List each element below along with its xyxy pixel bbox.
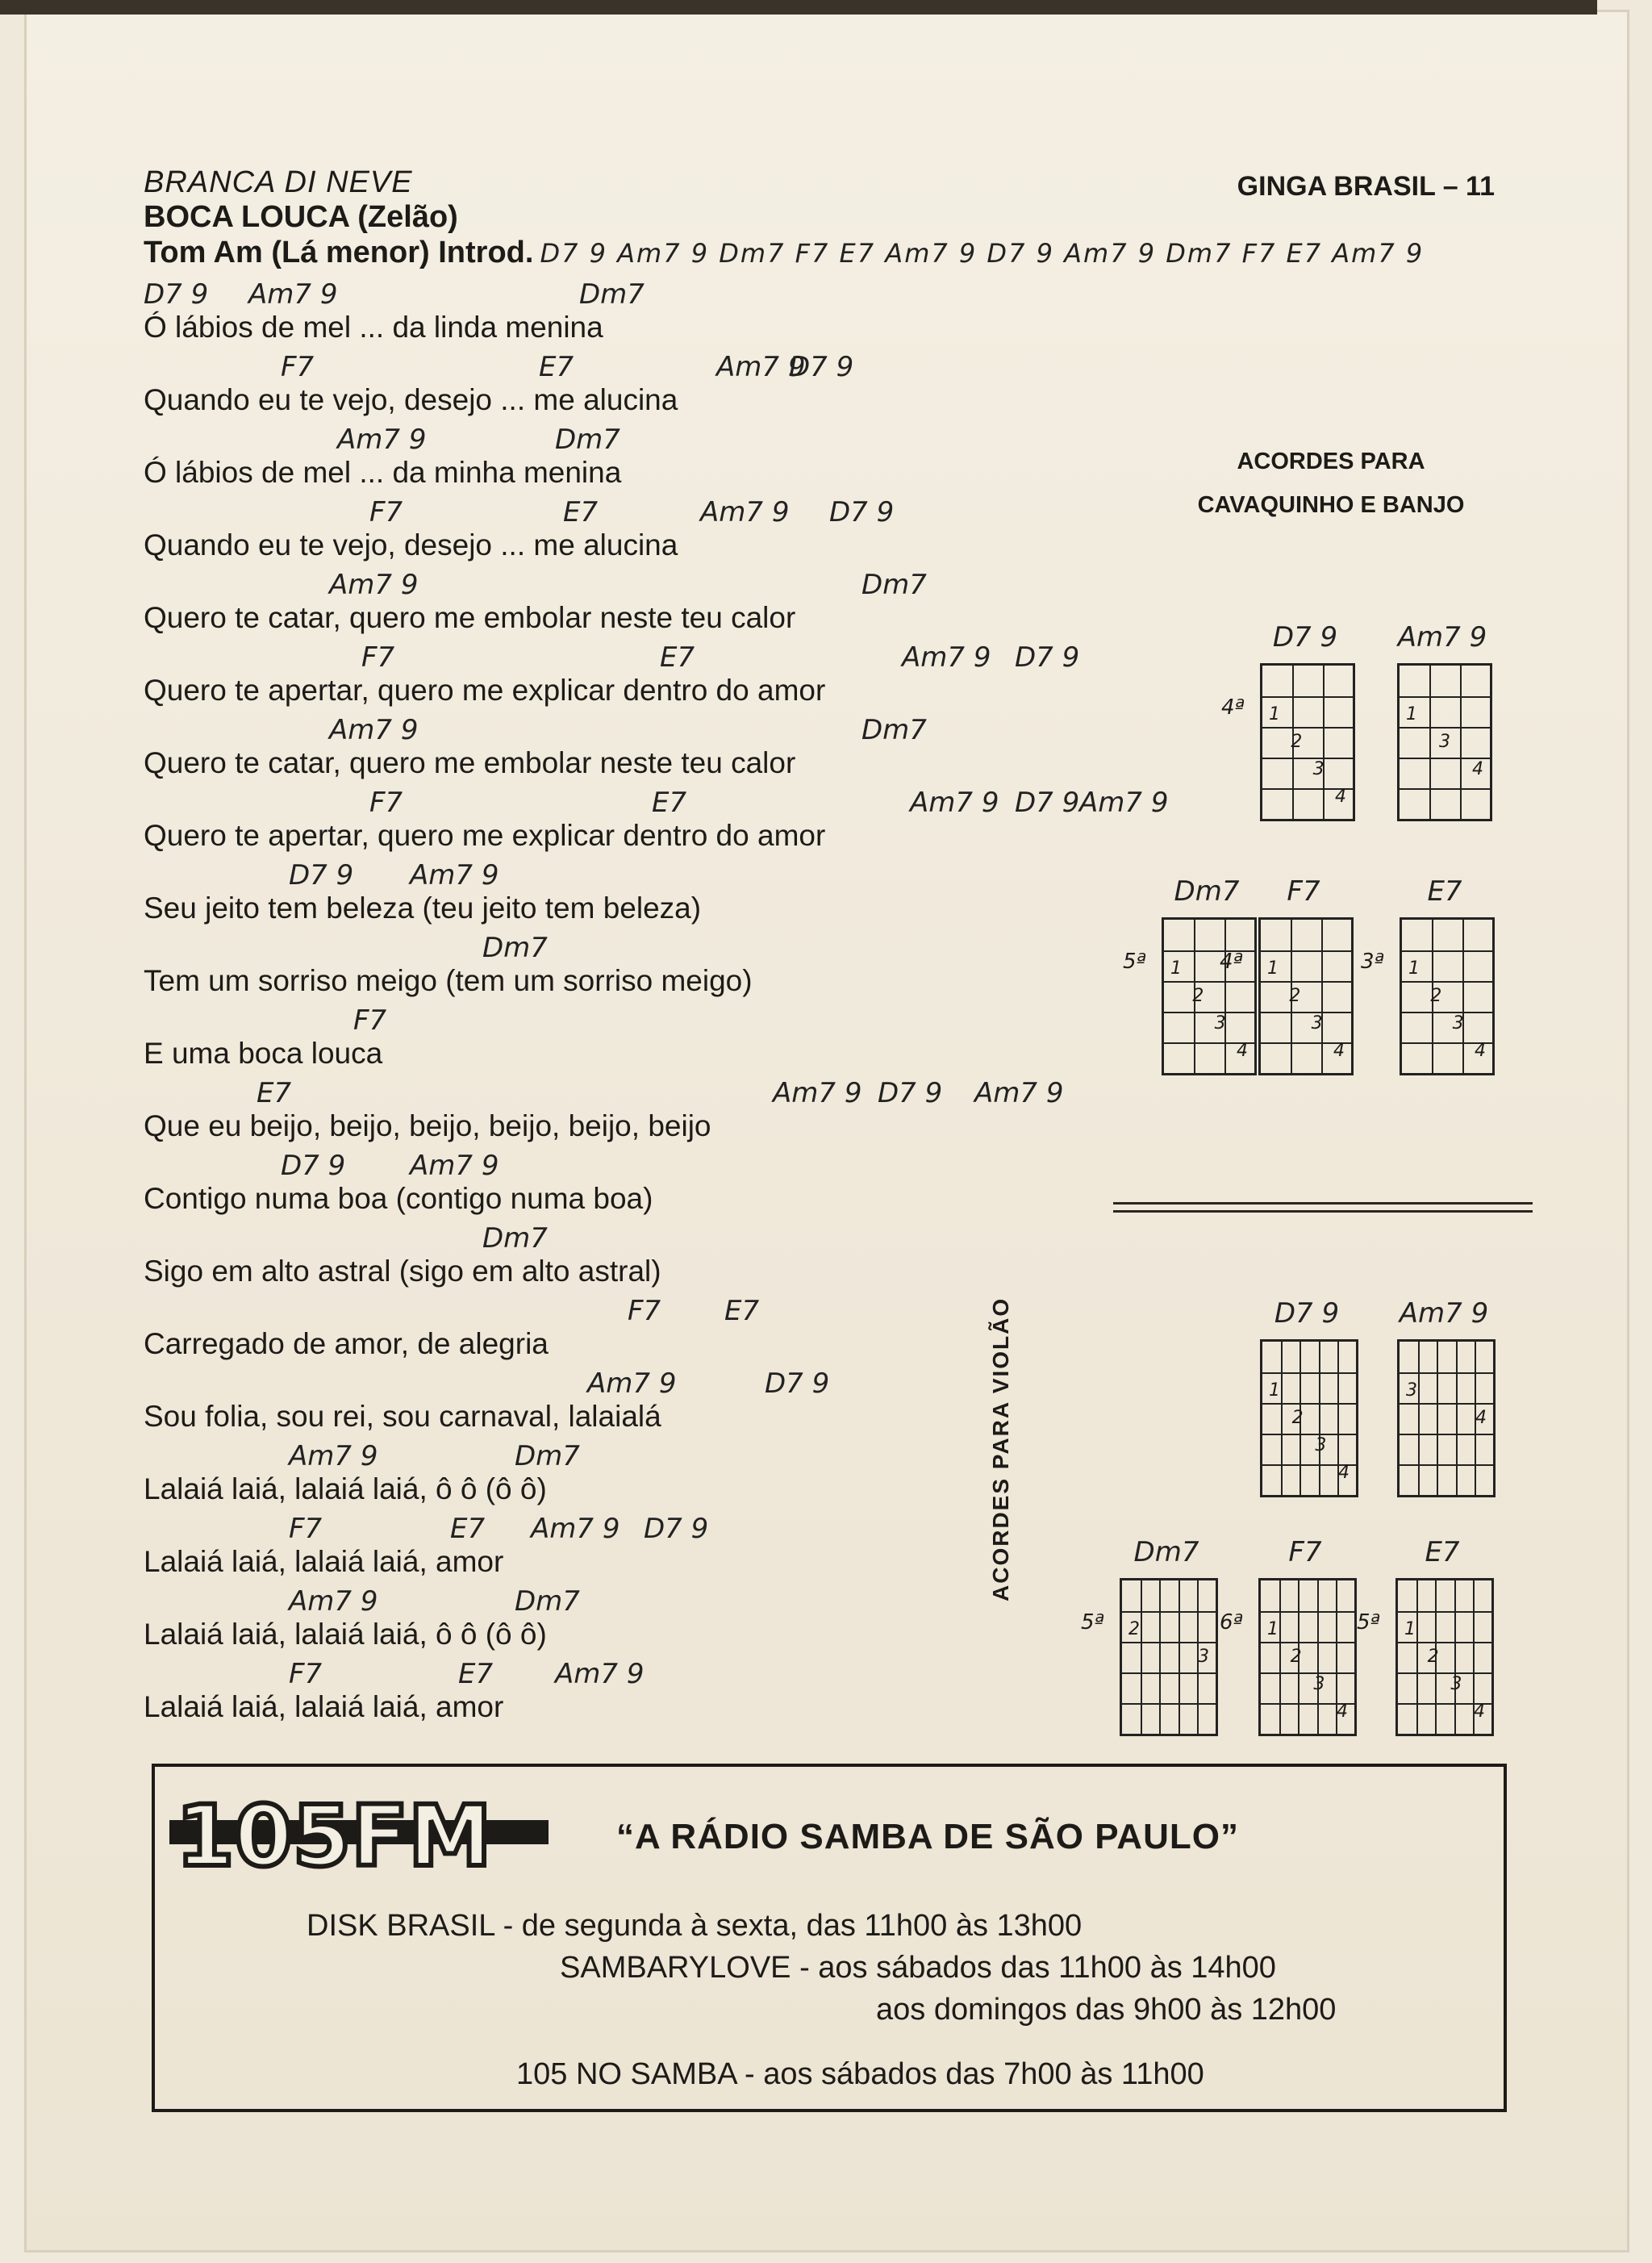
- radio-logo: [169, 1788, 549, 1877]
- chord-symbol: F7: [369, 787, 403, 819]
- finger-number: 3: [1198, 1646, 1209, 1667]
- chord-diagram-name: Dm7: [1133, 1536, 1199, 1568]
- song-subtitle: BOCA LOUCA (Zelão): [144, 200, 458, 234]
- finger-number: 4: [1472, 758, 1483, 779]
- fret-position: 5ª: [1081, 1610, 1104, 1635]
- chord-row: [144, 1004, 1015, 1037]
- chord-symbol: Am7 9: [329, 569, 419, 601]
- chord-row: [144, 424, 1015, 456]
- chord-symbol: Am7 9: [700, 496, 790, 528]
- lyric-block: [144, 1295, 1015, 1367]
- finger-number: 2: [1427, 1646, 1439, 1667]
- lyric-block: [144, 496, 1015, 569]
- lyric-line: Quando eu te vejo, desejo ... me alucina: [144, 528, 678, 562]
- fretboard-grid: [1397, 663, 1492, 821]
- chord-diagram-name: Am7 9: [1397, 621, 1487, 653]
- fret-position: 5ª: [1123, 950, 1146, 974]
- chord-symbol: F7: [361, 641, 395, 674]
- chord-symbol: Am7 9: [410, 859, 499, 891]
- chord-symbol: Am7 9: [410, 1150, 499, 1182]
- finger-number: 3: [1311, 1013, 1323, 1033]
- fret-position: 6ª: [1220, 1610, 1243, 1635]
- lyric-block: [144, 1004, 1015, 1077]
- lyric-block: [144, 1658, 1015, 1731]
- radio-logo-graphic: [169, 1788, 549, 1877]
- lyric-block: [144, 1077, 1064, 1150]
- lyric-block: [144, 714, 1015, 787]
- fretboard-grid: [1260, 663, 1355, 821]
- chord-symbol: Am7 9: [902, 641, 991, 674]
- lyric-line: Tem um sorriso meigo (tem um sorriso meigo): [144, 964, 753, 997]
- lyric-line: Ó lábios de mel ... da minha menina: [144, 456, 622, 489]
- chord-symbol: Am7 9: [337, 424, 427, 456]
- ad-line-sambarylove: SAMBARYLOVE - aos sábados das 11h00 às 14h00: [560, 1951, 1276, 1985]
- fretboard-grid: [1395, 1578, 1494, 1736]
- chord-symbol: E7: [563, 496, 599, 528]
- finger-number: 2: [1291, 731, 1303, 752]
- chord-symbol: D7 9: [289, 859, 354, 891]
- chord-symbol: F7: [628, 1295, 661, 1327]
- finger-number: 3: [1312, 758, 1325, 779]
- chord-symbol: E7: [257, 1077, 292, 1109]
- chord-diagram-name: E7: [1425, 1536, 1460, 1568]
- intro-chords: D7 9 Am7 9 Dm7 F7 E7 Am7 9 D7 9 Am7 9 Dm7 F7 E7 Am7 9: [540, 238, 1425, 269]
- lyric-line: Lalaiá laiá, lalaiá laiá, ô ô (ô ô): [144, 1618, 547, 1651]
- lyric-block: [144, 1367, 1015, 1440]
- finger-number: 1: [1404, 1618, 1416, 1639]
- chord-symbol: Dm7: [482, 932, 548, 964]
- chord-symbol: D7 9: [829, 496, 895, 528]
- ad-line-sundays: aos domingos das 9h00 às 12h00: [876, 1993, 1337, 2027]
- chord-symbol: E7: [450, 1513, 486, 1545]
- fretboard-grid: [1260, 1339, 1358, 1497]
- top-edge-bar: [0, 0, 1597, 15]
- chord-row: [144, 569, 1015, 601]
- chord-diagram-name: F7: [1287, 875, 1320, 908]
- finger-number: 1: [1269, 1380, 1280, 1401]
- chord-diagram-name: E7: [1427, 875, 1462, 908]
- finger-number: 4: [1475, 1407, 1487, 1428]
- fretboard-grid: [1258, 1578, 1357, 1736]
- finger-number: 3: [1406, 1380, 1417, 1401]
- chord-symbol: F7: [369, 496, 403, 528]
- finger-number: 3: [1313, 1673, 1325, 1694]
- chord-symbol: Am7 9: [329, 714, 419, 746]
- chord-symbol: D7 9: [765, 1367, 830, 1400]
- finger-number: 2: [1192, 985, 1204, 1006]
- ad-line-disk-brasil: DISK BRASIL - de segunda à sexta, das 11h00 às 13h00: [307, 1909, 1083, 1943]
- radio-slogan: “A RÁDIO SAMBA DE SÃO PAULO”: [616, 1817, 1239, 1856]
- chord-symbol: D7 9: [878, 1077, 943, 1109]
- chord-symbol: Am7 9: [974, 1077, 1064, 1109]
- chord-symbol: E7: [660, 641, 695, 674]
- chord-row: [144, 1150, 1015, 1182]
- finger-number: 2: [1290, 1646, 1302, 1667]
- chord-row: [144, 1077, 1064, 1109]
- chord-diagram-name: F7: [1288, 1536, 1322, 1568]
- chord-symbol: Am7 9: [531, 1513, 620, 1545]
- finger-number: 2: [1289, 985, 1301, 1006]
- finger-number: 4: [1337, 1701, 1348, 1722]
- chord-diagram-name: Dm7: [1174, 875, 1240, 908]
- chord-symbol: Am7 9: [289, 1585, 378, 1618]
- chord-row: [144, 1513, 1015, 1545]
- lyric-line: Contigo numa boa (contigo numa boa): [144, 1182, 653, 1215]
- cavaquinho-title-2: CAVAQUINHO E BANJO: [1197, 492, 1465, 518]
- lyric-block: [144, 424, 1015, 496]
- chord-symbol: F7: [289, 1513, 323, 1545]
- chord-symbol: F7: [281, 351, 315, 383]
- chord-symbol: E7: [652, 787, 687, 819]
- chord-symbol: Am7 9: [587, 1367, 677, 1400]
- chord-symbol: Dm7: [861, 714, 927, 746]
- finger-number: 1: [1170, 958, 1182, 979]
- chord-symbol: Am7 9: [289, 1440, 378, 1472]
- lyric-block: [144, 859, 1015, 932]
- chord-row: [144, 859, 1015, 891]
- radio-ad-box: [152, 1764, 1507, 2112]
- chord-row: [144, 1585, 1015, 1618]
- finger-number: 1: [1269, 704, 1280, 724]
- chord-symbol: Am7 9: [555, 1658, 645, 1690]
- chord-symbol: Dm7: [515, 1585, 580, 1618]
- chord-row: [144, 1440, 1015, 1472]
- lyric-line: Carregado de amor, de alegria: [144, 1327, 549, 1360]
- cavaquinho-title-1: ACORDES PARA: [1237, 449, 1425, 474]
- lyric-line: Seu jeito tem beleza (teu jeito tem beleza): [144, 891, 702, 925]
- chord-symbol: Am7 9: [716, 351, 806, 383]
- chord-symbol: Am7 9: [910, 787, 999, 819]
- ad-line-105-no-samba: 105 NO SAMBA - aos sábados das 7h00 às 11h00: [516, 2057, 1204, 2091]
- lyric-block: [144, 641, 1080, 714]
- finger-number: 4: [1338, 1463, 1350, 1484]
- song-header: [144, 165, 458, 235]
- chord-symbol: Am7 9: [773, 1077, 862, 1109]
- chord-symbol: D7 9: [1015, 787, 1080, 819]
- finger-number: 1: [1267, 958, 1279, 979]
- lyric-block: [144, 1440, 1015, 1513]
- fret-position: 4ª: [1220, 950, 1243, 974]
- chord-symbol: D7 9: [644, 1513, 709, 1545]
- chord-symbol: Dm7: [579, 278, 645, 311]
- chord-diagram-name: D7 9: [1274, 1297, 1340, 1330]
- finger-number: 4: [1335, 787, 1346, 808]
- chord-symbol: E7: [724, 1295, 760, 1327]
- chord-symbol: Dm7: [861, 569, 927, 601]
- chord-row: [144, 787, 1169, 819]
- lyric-block: [144, 1585, 1015, 1658]
- fret-position: 3ª: [1361, 950, 1384, 974]
- violao-title: ACORDES PARA VIOLÃO: [988, 1296, 1013, 1601]
- fretboard-grid: [1400, 917, 1495, 1075]
- lyric-block: [144, 278, 1015, 351]
- lyric-line: Quero te apertar, quero me explicar dentro do amor: [144, 819, 826, 852]
- fret-position: 5ª: [1357, 1610, 1380, 1635]
- lyric-block: [144, 1513, 1015, 1585]
- chord-symbol: Dm7: [515, 1440, 580, 1472]
- finger-number: 3: [1315, 1434, 1327, 1455]
- chord-row: [144, 932, 1015, 964]
- chord-row: [144, 1367, 1015, 1400]
- finger-number: 3: [1452, 1013, 1464, 1033]
- chord-symbol: Am7 9: [1079, 787, 1169, 819]
- chord-row: [144, 714, 1015, 746]
- finger-number: 3: [1439, 731, 1450, 752]
- finger-number: 4: [1237, 1041, 1248, 1062]
- chord-row: [144, 496, 1015, 528]
- lyric-line: Lalaiá laiá, lalaiá laiá, amor: [144, 1690, 504, 1723]
- fret-position: 4ª: [1221, 695, 1245, 720]
- chord-row: [144, 641, 1080, 674]
- chord-row: [144, 351, 1015, 383]
- lyric-block: [144, 569, 1015, 641]
- lyric-line: Que eu beijo, beijo, beijo, beijo, beijo, beijo: [144, 1109, 711, 1142]
- chord-symbol: Am7 9: [248, 278, 338, 311]
- chord-symbol: D7 9: [144, 278, 209, 311]
- magazine-page-label: GINGA BRASIL – 11: [1237, 171, 1495, 202]
- lyric-line: Lalaiá laiá, lalaiá laiá, amor: [144, 1545, 504, 1578]
- chord-symbol: E7: [458, 1658, 494, 1690]
- finger-number: 2: [1128, 1618, 1140, 1639]
- lyric-block: [144, 932, 1015, 1004]
- finger-number: 1: [1406, 704, 1417, 724]
- divider-rule-2: [1113, 1210, 1533, 1213]
- chord-row: [144, 1295, 1015, 1327]
- finger-number: 2: [1430, 985, 1442, 1006]
- finger-number: 4: [1475, 1041, 1486, 1062]
- finger-number: 3: [1450, 1673, 1462, 1694]
- fretboard-grid: [1162, 917, 1257, 1075]
- chord-symbol: Dm7: [482, 1222, 548, 1255]
- finger-number: 2: [1291, 1407, 1304, 1428]
- chord-symbol: D7 9: [281, 1150, 346, 1182]
- lyric-block: [144, 787, 1169, 859]
- chord-diagram-name: Am7 9: [1399, 1297, 1489, 1330]
- lyric-block: [144, 351, 1015, 424]
- lyric-line: Quero te catar, quero me embolar neste teu calor: [144, 746, 796, 779]
- chord-symbol: F7: [289, 1658, 323, 1690]
- chord-diagram-name: D7 9: [1272, 621, 1338, 653]
- fretboard-grid: [1258, 917, 1354, 1075]
- chord-symbol: F7: [353, 1004, 387, 1037]
- lyric-block: [144, 1150, 1015, 1222]
- chord-symbol: D7 9: [1015, 641, 1080, 674]
- lyric-block: [144, 1222, 1015, 1295]
- lyric-line: Quando eu te vejo, desejo ... me alucina: [144, 383, 678, 416]
- finger-number: 3: [1214, 1013, 1226, 1033]
- lyric-line: Quero te catar, quero me embolar neste teu calor: [144, 601, 796, 634]
- lyric-line: Quero te apertar, quero me explicar dentro do amor: [144, 674, 826, 707]
- chord-row: [144, 1658, 1015, 1690]
- intro-label: Tom Am (Lá menor) Introd.: [144, 236, 534, 269]
- lyric-line: Sigo em alto astral (sigo em alto astral): [144, 1255, 661, 1288]
- fretboard-grid: [1120, 1578, 1218, 1736]
- chord-symbol: Dm7: [555, 424, 620, 456]
- chord-row: [144, 278, 1015, 311]
- chord-symbol: D7 9: [789, 351, 854, 383]
- radio-logo-text: 105FM: [176, 1788, 492, 1877]
- fretboard-grid: [1397, 1339, 1496, 1497]
- intro-line: [144, 236, 1424, 270]
- chord-row: [144, 1222, 1015, 1255]
- finger-number: 4: [1333, 1041, 1345, 1062]
- divider-rule-1: [1113, 1202, 1533, 1205]
- finger-number: 1: [1408, 958, 1420, 979]
- lyric-line: Lalaiá laiá, lalaiá laiá, ô ô (ô ô): [144, 1472, 547, 1505]
- lyric-line: Sou folia, sou rei, sou carnaval, lalaialá: [144, 1400, 661, 1433]
- song-title: BRANCA DI NEVE: [144, 165, 413, 199]
- finger-number: 4: [1474, 1701, 1485, 1722]
- chord-symbol: E7: [539, 351, 574, 383]
- lyric-line: E uma boca louca: [144, 1037, 383, 1070]
- finger-number: 1: [1267, 1618, 1279, 1639]
- lyric-line: Ó lábios de mel ... da linda menina: [144, 311, 603, 344]
